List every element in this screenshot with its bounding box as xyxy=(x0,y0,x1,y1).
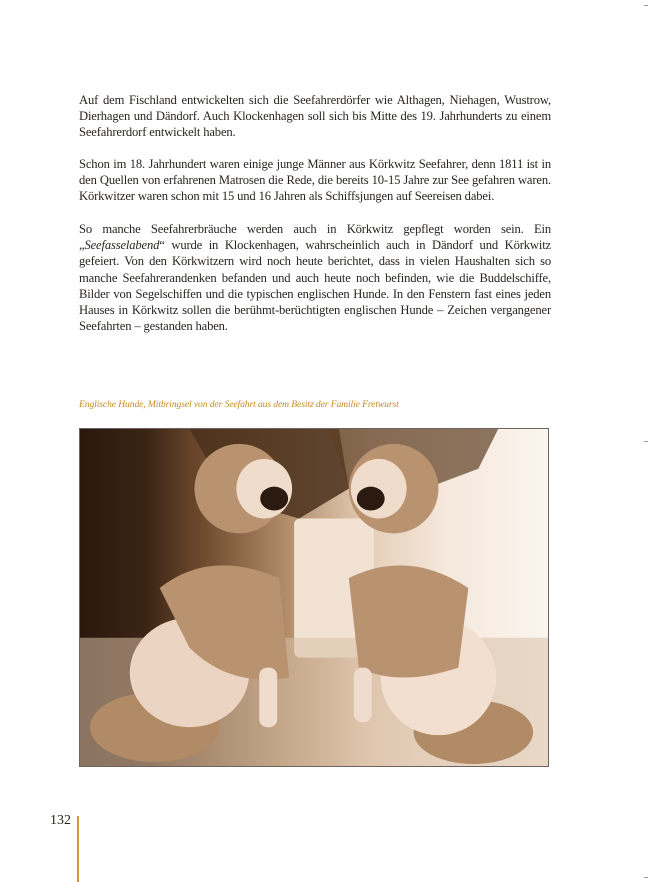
crop-mark-middle xyxy=(644,441,648,442)
sepia-photo-icon xyxy=(80,429,548,766)
paragraph-text: Schon im 18. Jahrhundert waren einige junge Männer aus Körkwitz Seefahrer, denn 1811 ist in den Quellen von erfahrenen Matrosen die Rede, die bereits 10-15 Jahre zur See gefahren waren. Körkwitzer waren schon mit 15 und 16 Jahren als Schiffsjungen auf Seereisen dabei. xyxy=(79,157,551,204)
paragraph-seefahrerbraeuche xyxy=(79,221,551,334)
photo-caption: Englische Hunde, Mitbringsel von der Seefahrt aus dem Besitz der Familie Fretwurst xyxy=(79,399,399,410)
paragraph-18th-century xyxy=(79,156,551,205)
dog-figurines-photo xyxy=(79,428,549,767)
crop-mark-top xyxy=(644,5,648,6)
page-number: 132 xyxy=(50,813,71,828)
folio-rule-divider xyxy=(77,816,79,882)
emphasis-seefasselabend: Seefasselabend xyxy=(84,238,160,253)
paragraph-text: So manche Seefahrerbräuche werden auch in Körkwitz gepflegt worden sein. Ein „Seefasselabend“ wurde in Klockenhagen, wahrscheinlich auch in Dändorf und Körkwitz gefeiert. Von den Körkwitzern wird noch heute berichtet, dass in vielen Haushalten sich so manche Seefahrerandenken befanden und auch heute noch befinden, wie die Buddelschiffe, Bilder von Segelschiffen und die typischen englischen Hunde. In den Fenstern fast eines jeden Hauses in Körkwitz sollen die berühmt-berüchtigten englischen Hunde – Zeichen vergangener Seefahrten – gestanden haben. xyxy=(79,222,551,334)
crop-mark-bottom xyxy=(644,877,648,878)
paragraph-fischland xyxy=(79,92,551,141)
paragraph-text: Auf dem Fischland entwickelten sich die Seefahrerdörfer wie Althagen, Niehagen, Wustrow, Dierhagen und Dändorf. Auch Klockenhagen soll sich bis Mitte des 19. Jahrhunderts zu einem Seefahrerdorf entwickelt haben. xyxy=(79,93,551,140)
